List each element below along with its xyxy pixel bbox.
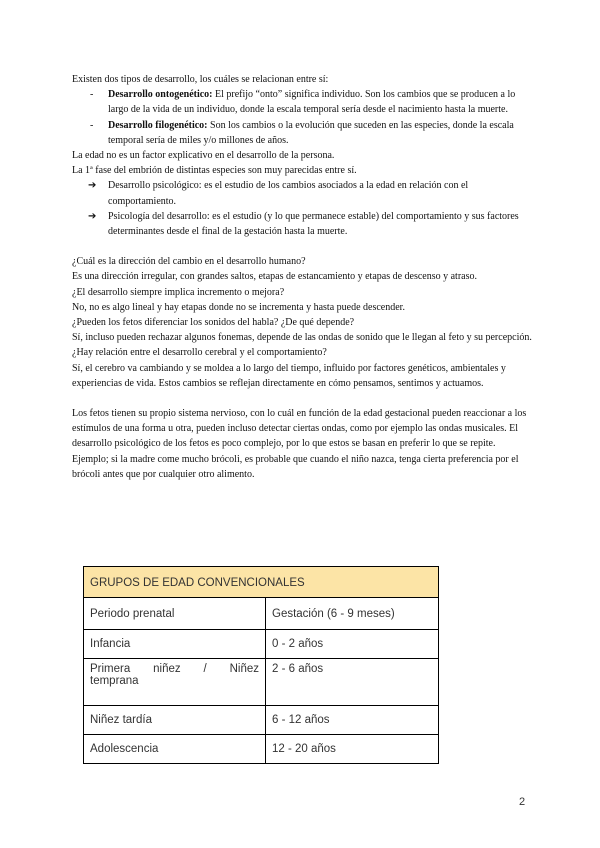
ages-cell: 0 - 2 años [266,630,439,659]
dash-bullet: - [90,89,94,101]
ages-cell: 6 - 12 años [266,706,439,735]
body-text [72,72,532,482]
period-cell: Niñez tardía [84,706,266,735]
table-row [84,630,439,659]
definition-phylogenetic: Son los cambios o la evolución que suceden en las especies, donde la escala temporal sería de miles y/o millones de años. [108,119,514,146]
arrow-icon: ➔ [88,180,97,192]
factor-paragraph: La edad no es un factor explicativo en el desarrollo de la persona. [72,150,335,162]
ages-cell: 2 - 6 años [266,659,439,706]
list-item [72,87,532,117]
phase-paragraph: La 1ª fase del embrión de distintas especies son muy parecidas entre sí. [72,165,357,177]
age-groups-table [83,566,439,764]
ages-cell: 12 - 20 años [266,735,439,764]
table-row [84,706,439,735]
list-item [72,118,532,148]
table-row [84,735,439,764]
period-line-2: temprana [90,675,139,687]
period-word: Primera [90,663,131,675]
table-row [84,659,439,706]
arrow-item [72,178,532,208]
period-cell: Periodo prenatal [84,598,266,630]
term-phylogenetic: Desarrollo filogenético: [108,119,208,131]
question: ¿El desarrollo siempre implica incremento o mejora? [72,286,285,298]
period-cell: Infancia [84,630,266,659]
arrow-text: Psicología del desarrollo: es el estudio (y lo que permanece estable) del comportamiento y sus factores determinantes desde el final de la gestación hasta la muerte. [108,210,519,238]
intro-paragraph: Existen dos tipos de desarrollo, los cuáles se relacionan entre sí: [72,74,329,85]
arrow-item [72,209,532,239]
answer: Sí, incluso pueden rechazar algunos fonemas, depende de las ondas de sonido que le llegan al feto y su percepción. [72,332,532,344]
page-number: 2 [519,796,526,808]
arrow-icon: ➔ [88,210,97,222]
dash-bullet: - [90,119,94,131]
question: ¿Cuál es la dirección del cambio en el desarrollo humano? [72,256,306,268]
answer: Sí, el cerebro va cambiando y se moldea a lo largo del tiempo, influido por factores genéticos, ambientales y experiencias de vida. Estos cambios se reflejan directamente en cómo pensamos, sentimos y actuamos. [72,362,506,389]
arrow-text: Desarrollo psicológico: es el estudio de los cambios asociados a la edad en relación con el comportamiento. [108,180,469,207]
period-line-1 [90,663,259,675]
answer: No, no es algo lineal y hay etapas donde no se incrementa y hasta puede descender. [72,301,405,313]
example-paragraph: Ejemplo; si la madre come mucho brócoli, es probable que cuando el niño nazca, tenga cierta preferencia por el brócoli antes que por cualquier otro alimento. [72,453,519,480]
answer: Es una dirección irregular, con grandes saltos, etapas de estancamiento y etapas de descenso y atraso. [72,271,477,283]
ages-cell: Gestación (6 - 9 meses) [266,598,439,630]
period-cell: Adolescencia [84,735,266,764]
period-cell [84,659,266,706]
period-word: Niñez [229,663,259,675]
term-ontogenetic: Desarrollo ontogenético: [108,89,213,101]
question: ¿Hay relación entre el desarrollo cerebral y el comportamiento? [72,347,327,359]
period-word: / [203,663,207,675]
fetus-paragraph: Los fetos tienen su propio sistema nervioso, con lo cuál en función de la edad gestacional pueden reaccionar a los estímulos de una forma u otra, pueden incluso detectar ciertas ondas, como por ejemplo las ondas musicales. El desarrollo psicológico de los fetos es poco complejo, por lo que estos se basan en preferir lo que se repite. [72,408,527,450]
definition-ontogenetic: El prefijo “onto” significa individuo. Son los cambios que se producen a lo largo de la vida de un individuo, donde la escala temporal sería desde el nacimiento hasta la muerte. [108,89,516,116]
question: ¿Pueden los fetos diferenciar los sonidos del habla? ¿De qué depende? [72,317,355,329]
table-row [84,598,439,630]
table-header-row [84,567,439,598]
table-title: GRUPOS DE EDAD CONVENCIONALES [84,567,439,598]
period-word: niñez [153,663,181,675]
